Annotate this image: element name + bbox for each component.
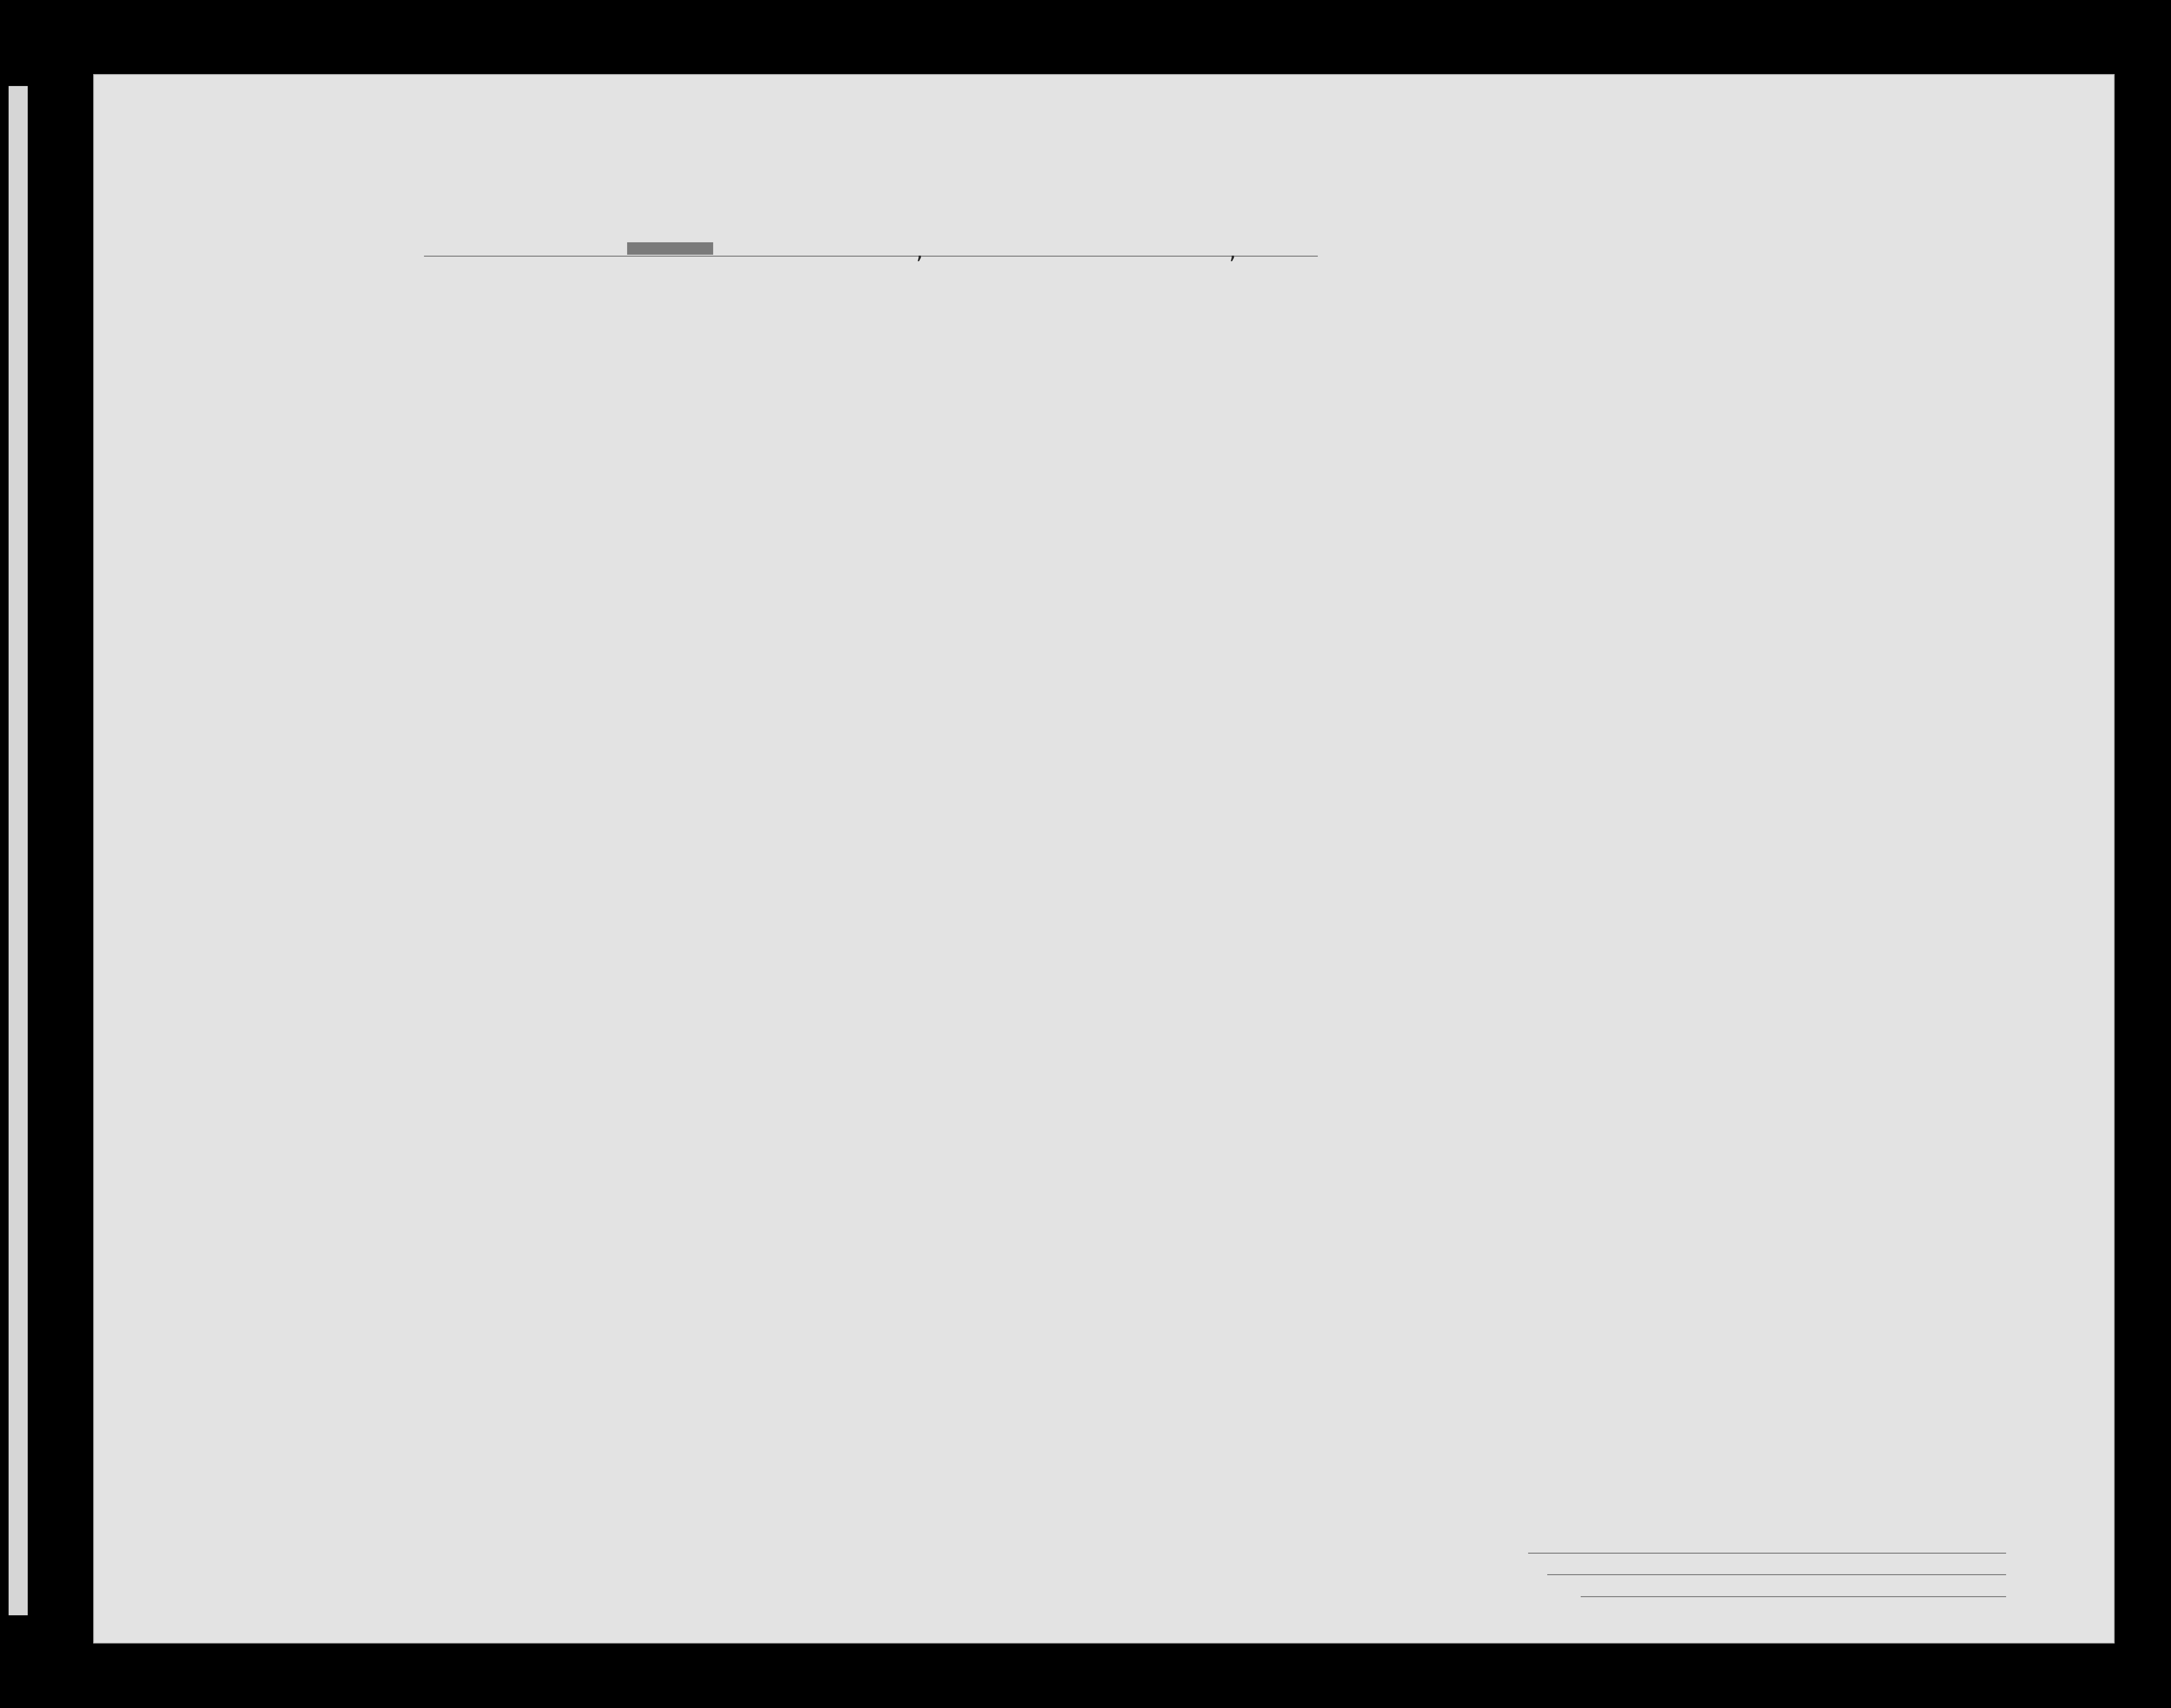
manifest-sheet — [93, 74, 2115, 1643]
owners-underline — [1547, 1574, 2006, 1575]
manifest-table — [94, 285, 2114, 1557]
left-page-strip — [9, 86, 28, 1615]
comma-mark: , — [914, 241, 926, 263]
line-underline — [1528, 1553, 2006, 1554]
arriving-underline — [424, 256, 1318, 257]
agents-underline — [1581, 1596, 2006, 1597]
redaction-mark — [627, 242, 713, 255]
comma-mark-2: , — [1227, 241, 1239, 263]
